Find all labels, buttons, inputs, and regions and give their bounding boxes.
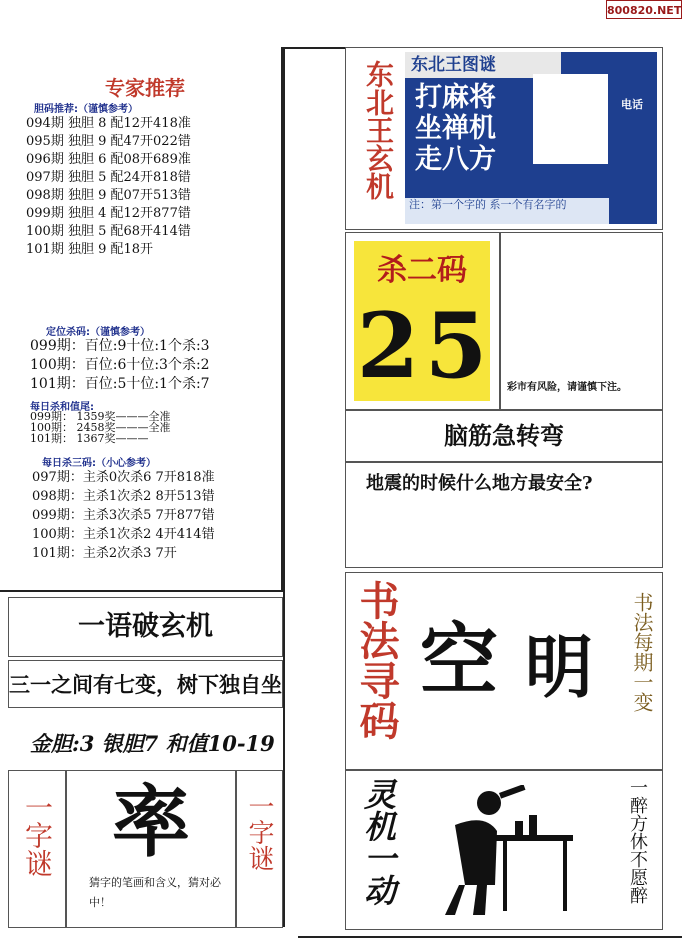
bottom-rule — [298, 936, 682, 938]
yizi-side-right: 一字谜 — [244, 793, 274, 871]
yiyu-line: 三一之间有七变，树下独自坐 — [9, 672, 282, 697]
tail-heading: 每日杀和值尾: — [30, 402, 94, 413]
three-heading: 每日杀三码:（小心参考） — [42, 458, 156, 469]
kill-risk: 彩市有风险，请谨慎下注。 — [507, 382, 627, 393]
list-item: 101期： 1367奖——— — [30, 432, 149, 445]
column-divider — [283, 47, 285, 927]
wang-blank — [533, 74, 608, 164]
wang-banner: 东北王图谜 — [405, 52, 561, 78]
yiyu-title-box — [8, 597, 283, 657]
brain-title-box — [345, 410, 663, 462]
tail-list — [30, 411, 171, 444]
pos-list — [30, 337, 210, 394]
drunk-man-illustration — [425, 785, 615, 920]
list-item: 099期 独胆 4 配12开877错 — [26, 206, 191, 221]
kill-digit: 2 — [356, 293, 420, 399]
list-item: 095期 独胆 9 配47开022错 — [26, 134, 191, 149]
list-item: 101期：百位:5十位:1个杀:7 — [30, 376, 210, 392]
expert-title: 专家推荐 — [105, 76, 185, 100]
calli-side: 书法寻码 — [353, 580, 400, 740]
yizi-hint: 猜字的笔画和含义，猜对必中！ — [89, 876, 221, 909]
brain-title: 脑筋急转弯 — [444, 421, 564, 450]
brain-question-box — [345, 462, 663, 568]
list-item: 100期 独胆 5 配68开414错 — [26, 224, 191, 239]
three-list — [32, 468, 215, 563]
list-item: 101期 独胆 9 配18开 — [26, 242, 154, 257]
list-item: 100期：百位:6十位:3个杀:2 — [30, 357, 210, 373]
yizi-side-left: 一字谜 — [21, 793, 54, 877]
kill-panel — [345, 232, 500, 410]
calli-right: 书法每期一变 — [630, 592, 654, 712]
yiyu-gold: 金胆:3 银胆7 和值10-19 — [30, 731, 275, 756]
list-item: 099期： 1359奖———全准 — [30, 410, 171, 423]
brain-question: 地震的时候什么地方最安全? — [366, 473, 593, 494]
list-item: 099期：百位:9十位:1个杀:3 — [30, 338, 210, 354]
wang-line: 打麻将 — [415, 82, 496, 113]
yiyu-title: 一语破玄机 — [78, 611, 213, 642]
wang-lines — [415, 82, 496, 175]
wang-line: 走八方 — [415, 144, 496, 175]
list-item: 101期：主杀2次杀3 7开 — [32, 546, 177, 561]
wang-phone: 电话 — [621, 98, 643, 111]
wang-side: 东北王玄机 — [362, 60, 395, 200]
dan-heading: 胆码推荐:（谨慎参考） — [34, 104, 138, 115]
list-item: 098期 独胆 9 配07开513错 — [26, 188, 191, 203]
kill-digits — [354, 293, 490, 399]
site-badge[interactable]: 800820.NET — [606, 0, 682, 19]
list-item: 100期： 2458奖———全准 — [30, 421, 171, 434]
list-item: 094期 独胆 8 配12开418准 — [26, 116, 191, 131]
list-item: 100期：主杀1次杀2 4开414错 — [32, 527, 215, 542]
wang-line: 坐禅机 — [415, 113, 496, 144]
yizi-left-box — [8, 770, 66, 928]
calli-char-1: 空 — [420, 615, 499, 706]
list-item: 097期：主杀0次杀6 7开818准 — [32, 470, 215, 485]
kill-title: 杀二码 — [377, 253, 467, 288]
list-item: 099期：主杀3次杀5 7开877错 — [32, 508, 215, 523]
calli-char-2: 明 — [525, 628, 594, 708]
yizi-center-box — [66, 770, 236, 928]
list-item: 098期：主杀1次杀2 8开513错 — [32, 489, 215, 504]
wang-picture — [405, 52, 657, 224]
list-item: 097期 独胆 5 配24开818错 — [26, 170, 191, 185]
pos-heading: 定位杀码:（谨慎参考） — [46, 327, 150, 338]
ling-side: 灵机一动 — [359, 778, 397, 906]
wang-note: 注：第一个字的 系一个有名字的 — [405, 198, 609, 224]
yizi-char: 率 — [111, 777, 190, 868]
ling-right: 一醉方休不愿醉 — [627, 778, 648, 904]
list-item: 096期 独胆 6 配08开689准 — [26, 152, 191, 167]
yizi-right-box — [236, 770, 283, 928]
kill-right-panel — [500, 232, 663, 410]
kill-digit: 5 — [424, 293, 488, 399]
yiyu-line-box — [8, 660, 283, 708]
dan-list — [26, 115, 191, 259]
